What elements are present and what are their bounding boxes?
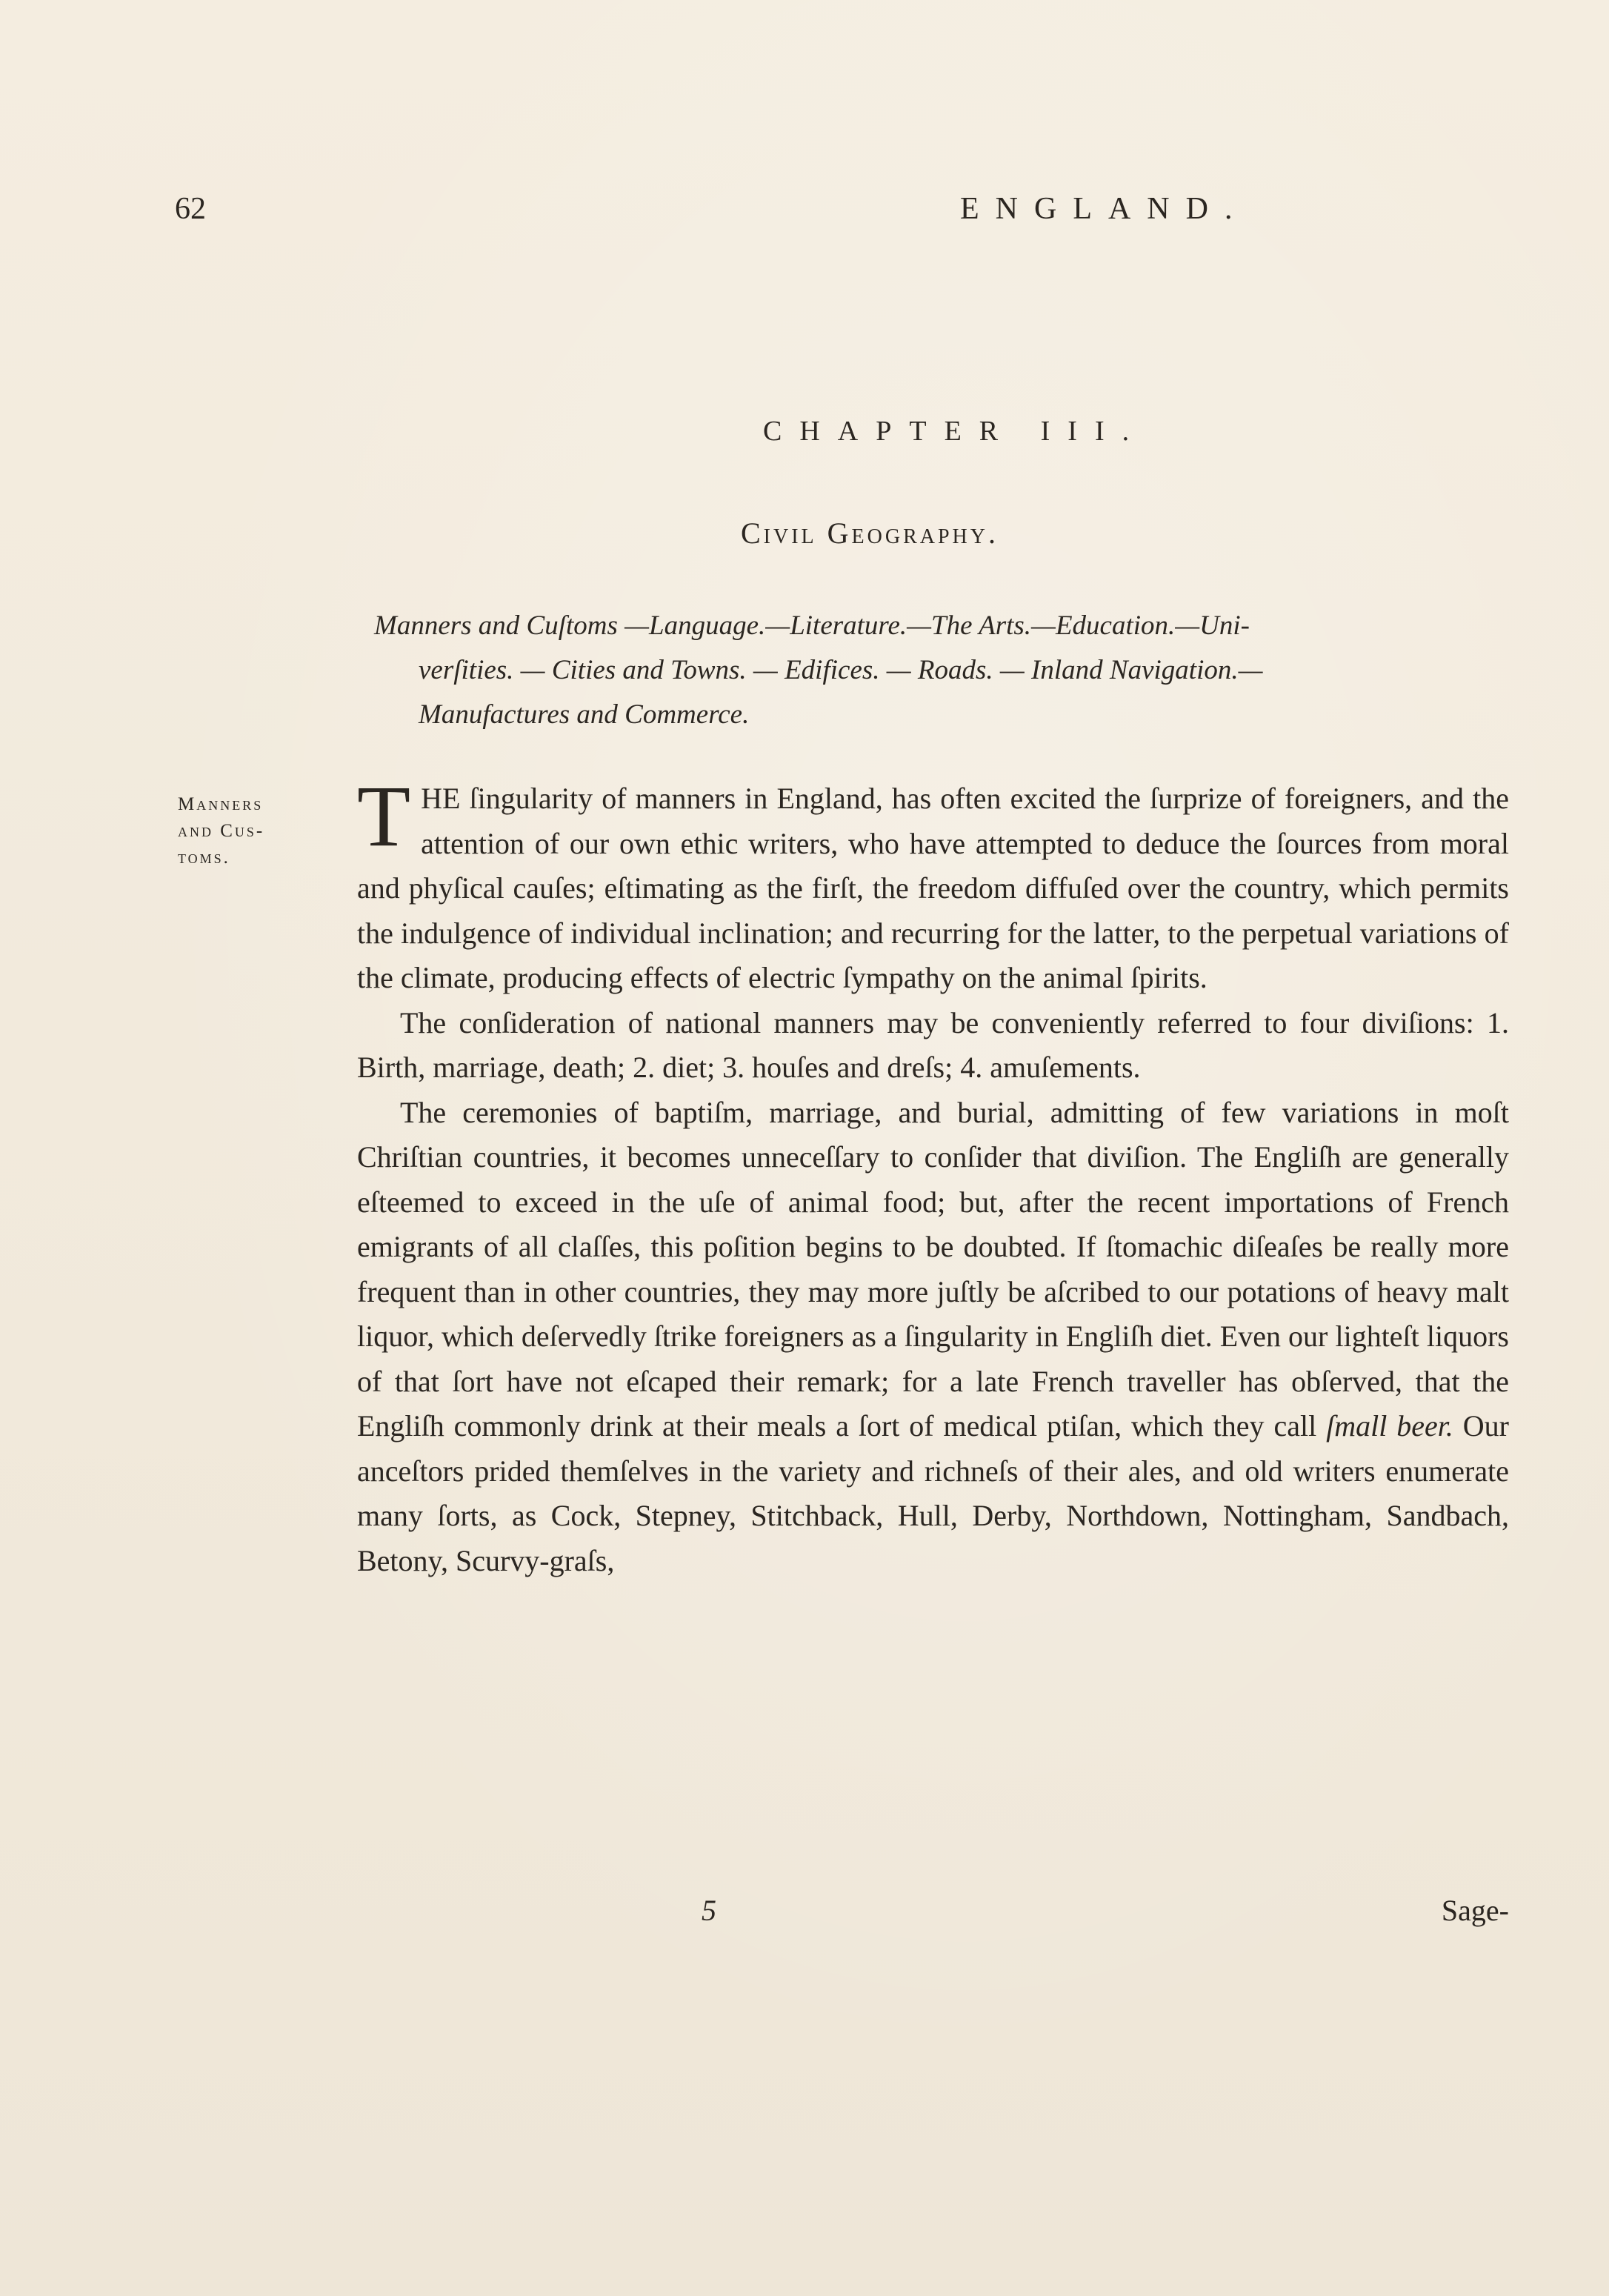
paragraph-text: Our anceſtors prided themſelves in the variety and richneſs of their ales, and old writers enumerate many ſorts, as Cock, Stepney, Stitchback, Hull, Derby, Northdown, Nottingham, Sandbach, Betony, Scurvy-graſs, — [357, 1409, 1509, 1577]
drop-cap: T — [357, 768, 411, 865]
body-text — [357, 768, 1509, 1583]
summary-line: verſities. — Cities and Towns. — Edifices. — Roads. — Inland Navigation.— — [419, 655, 1263, 685]
margin-note — [178, 791, 319, 871]
italic-phrase: ſmall beer. — [1326, 1409, 1453, 1443]
paragraph-text: The ceremonies of baptiſm, marriage, and burial, admitting of few variations in moſt Chriſtian countries, it becomes unneceſſary to conſider that diviſion. The Engliſh are generally eſteemed to exceed in the uſe of animal food; but, after the recent importations of French emigrants of all claſſes, this poſition begins to be doubted. If ſtomachic diſeaſes be really more frequent than in other countries, they may more juſtly be aſcribed to our potations of heavy malt liquor, which deſervedly ſtrike foreigners as a ſingularity in Engliſh diet. Even our lighteſt liquors of that ſort have not eſcaped their remark; for a late French traveller has obſerved, that the Engliſh commonly drink at their meals a ſort of medical ptiſan, which they call — [357, 1095, 1509, 1443]
page-footer — [357, 1893, 1509, 1937]
margin-note-line: Manners — [178, 794, 264, 814]
margin-note-line: toms. — [178, 848, 230, 868]
chapter-summary — [374, 604, 1515, 737]
chapter-title: CHAPTER III. — [763, 416, 1147, 447]
signature-mark: 5 — [702, 1894, 716, 1927]
catchword: Sage- — [1441, 1894, 1509, 1927]
paragraph — [357, 768, 1509, 1001]
paragraph-text: HE ſingularity of manners in England, has often excited the ſurprize of foreigners, and the attention of our own ethic writers, who have attempted to deduce the ſources from moral and phyſical cauſes; eſtimating as the firſt, the freedom diffuſed over the country, which permits the indulgence of individual inclination; and recurring for the latter, to the perpetual variations of the climate, producing effects of electric ſympathy on the animal ſpirits. — [357, 782, 1509, 994]
summary-line: Manners and Cuſtoms —Language.—Literature.—The Arts.—Education.—Uni- — [374, 610, 1250, 641]
section-title: Civil Geography. — [741, 516, 999, 550]
summary-line: Manufactures and Commerce. — [419, 699, 750, 730]
page-number: 62 — [175, 192, 206, 226]
page-header — [175, 191, 1508, 236]
margin-note-line: and Cus- — [178, 821, 265, 841]
paragraph — [357, 1091, 1509, 1584]
paragraph-text: The conſideration of national manners may be conveniently referred to four diviſions: 1. Birth, marriage, death; 2. diet; 3. houſes and dreſs; 4. amuſements. — [357, 1005, 1509, 1084]
running-head: ENGLAND. — [960, 192, 1249, 226]
paragraph — [357, 1001, 1509, 1091]
